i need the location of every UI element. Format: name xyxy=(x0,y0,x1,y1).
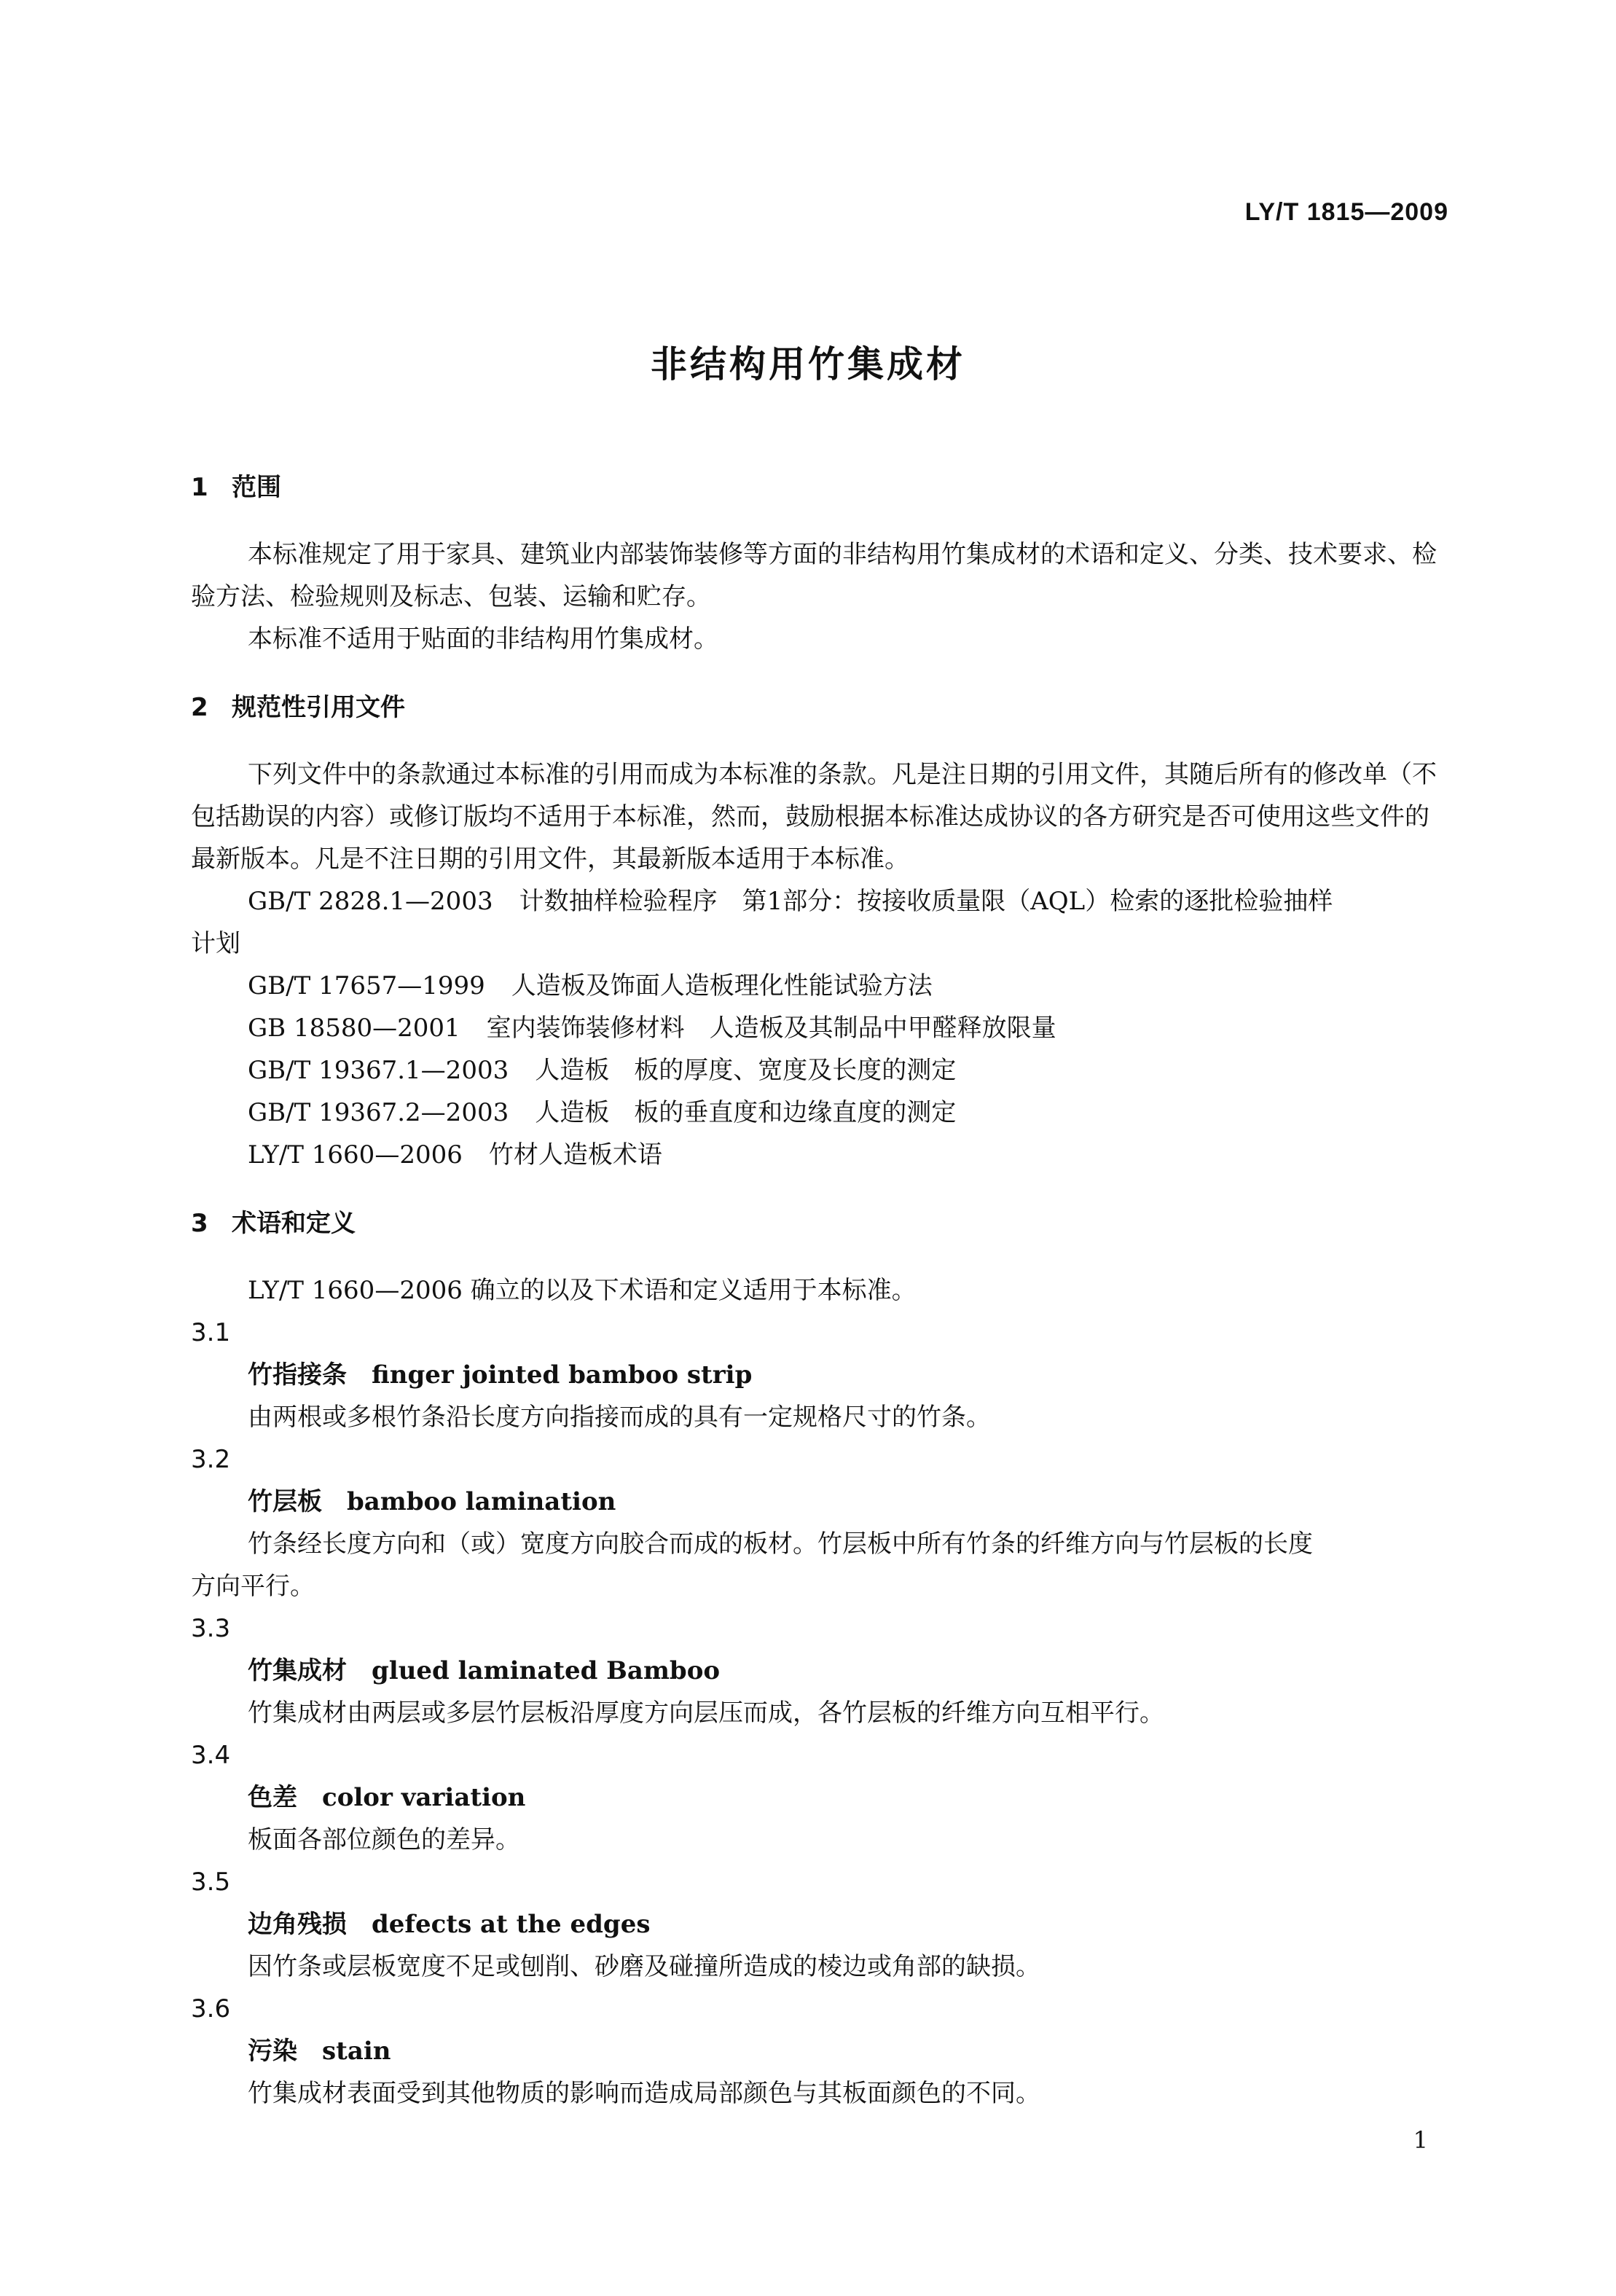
term-number: 3.3 xyxy=(191,1614,231,1643)
reference-code: LY/T 1660—2006 xyxy=(248,1140,463,1169)
reference-item xyxy=(191,1092,1451,1134)
reference-title-continued: 计划 xyxy=(191,929,240,958)
term-entry xyxy=(191,1354,1451,1396)
term-definition: 由两根或多根竹条沿长度方向指接而成的具有一定规格尺寸的竹条。 xyxy=(248,1403,991,1432)
reference-title: 人造板及饰面人造板理化性能试验方法 xyxy=(511,971,933,1000)
reference-code: GB/T 19367.1—2003 xyxy=(248,1056,509,1085)
paragraph: LY/T 1660—2006 确立的以及下术语和定义适用于本标准。 xyxy=(248,1276,917,1305)
reference-code: GB 18580—2001 xyxy=(248,1014,460,1043)
paragraph: 本标准不适用于贴面的非结构用竹集成材。 xyxy=(248,624,718,654)
reference-title: 竹材人造板术语 xyxy=(488,1140,662,1169)
term-en: defects at the edges xyxy=(372,1910,651,1939)
reference-title: 室内装饰装修材料 人造板及其制品中甲醛释放限量 xyxy=(486,1014,1056,1043)
reference-item xyxy=(191,1134,1451,1176)
paragraph: 本标准规定了用于家具、建筑业内部装饰装修等方面的非结构用竹集成材的术语和定义、分类、技术要求、检验方法、检验规则及标志、包装、运输和贮存。 xyxy=(191,540,1437,611)
term-entry xyxy=(191,1776,1451,1819)
term-entry xyxy=(191,2030,1451,2072)
term-definition xyxy=(191,1523,1451,1607)
term-number: 3.6 xyxy=(191,1994,231,2023)
page-title: 非结构用竹集成材 xyxy=(651,343,965,385)
reference-code: GB/T 17657—1999 xyxy=(248,971,485,1000)
reference-title: 计数抽样检验程序 第1部分：按接收质量限（AQL）检索的逐批检验抽样 xyxy=(519,887,1333,916)
reference-code: GB/T 19367.2—2003 xyxy=(248,1098,509,1127)
term-zh: 边角残损 xyxy=(248,1910,347,1939)
term-definition: 竹集成材表面受到其他物质的影响而造成局部颜色与其板面颜色的不同。 xyxy=(248,2079,1040,2108)
section-title: 规范性引用文件 xyxy=(232,693,405,722)
section-number: 2 xyxy=(191,693,208,722)
term-number: 3.2 xyxy=(191,1445,231,1474)
section-number: 3 xyxy=(191,1209,208,1238)
term-en: bamboo lamination xyxy=(347,1487,616,1516)
term-definition-continued: 方向平行。 xyxy=(191,1572,315,1601)
section-heading-2 xyxy=(191,686,1451,729)
term-zh: 竹层板 xyxy=(248,1487,322,1516)
term-definition: 竹集成材由两层或多层竹层板沿厚度方向层压而成，各竹层板的纤维方向互相平行。 xyxy=(248,1699,1164,1728)
term-definition: 因竹条或层板宽度不足或刨削、砂磨及碰撞所造成的棱边或角部的缺损。 xyxy=(248,1952,1040,1981)
term-number: 3.4 xyxy=(191,1741,231,1770)
standard-code: LY/T 1815—2009 xyxy=(1244,198,1448,226)
reference-code: GB/T 2828.1—2003 xyxy=(248,887,493,916)
term-zh: 污染 xyxy=(248,2037,297,2066)
term-entry xyxy=(191,1650,1451,1692)
term-definition-text: 竹条经长度方向和（或）宽度方向胶合而成的板材。竹层板中所有竹条的纤维方向与竹层板的长度 xyxy=(248,1529,1313,1559)
section-number: 1 xyxy=(191,473,208,502)
document-body xyxy=(191,466,1451,2115)
term-definition: 板面各部位颜色的差异。 xyxy=(248,1825,520,1854)
term-en: glued laminated Bamboo xyxy=(372,1656,721,1685)
reference-item xyxy=(191,1049,1451,1092)
term-zh: 色差 xyxy=(248,1783,297,1812)
term-zh: 竹指接条 xyxy=(248,1360,347,1390)
term-number: 3.1 xyxy=(191,1318,231,1347)
term-en: color variation xyxy=(322,1783,526,1812)
section-heading-1 xyxy=(191,466,1451,509)
term-en: stain xyxy=(322,2037,391,2066)
reference-item xyxy=(191,965,1451,1007)
paragraph: 下列文件中的条款通过本标准的引用而成为本标准的条款。凡是注日期的引用文件，其随后所有的修改单（不包括勘误的内容）或修订版均不适用于本标准，然而，鼓励根据本标准达成协议的各方研究是否可使用这些文件的最新版本。凡是不注日期的引用文件，其最新版本适用于本标准。 xyxy=(191,760,1437,874)
term-zh: 竹集成材 xyxy=(248,1656,347,1685)
page-number: 1 xyxy=(1413,2126,1428,2154)
term-number: 3.5 xyxy=(191,1868,231,1897)
reference-title: 人造板 板的垂直度和边缘直度的测定 xyxy=(535,1098,957,1127)
section-heading-3 xyxy=(191,1202,1451,1245)
term-entry xyxy=(191,1903,1451,1946)
reference-item xyxy=(191,880,1451,965)
section-title: 范围 xyxy=(232,473,281,502)
section-title: 术语和定义 xyxy=(232,1209,356,1238)
reference-title: 人造板 板的厚度、宽度及长度的测定 xyxy=(535,1056,957,1085)
term-en: finger jointed bamboo strip xyxy=(372,1360,753,1390)
term-entry xyxy=(191,1481,1451,1523)
reference-item xyxy=(191,1007,1451,1049)
